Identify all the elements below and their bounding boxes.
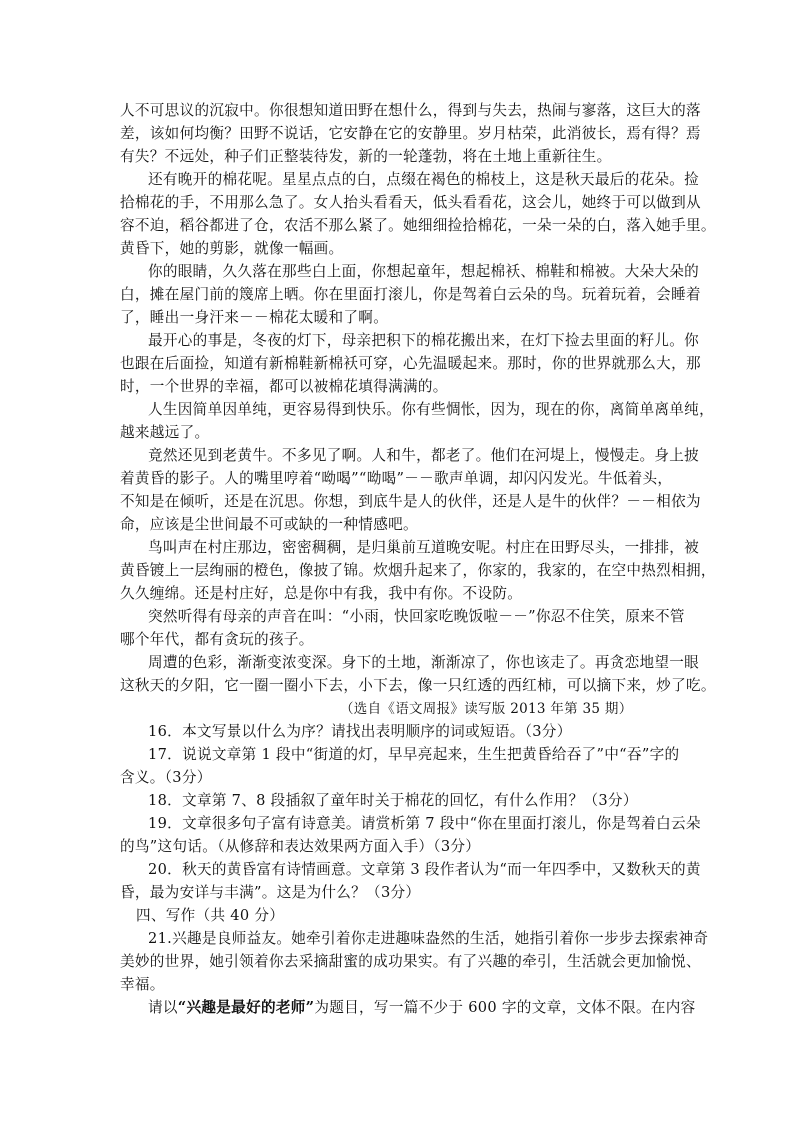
text-line: 美妙的世界，她引领着你去采摘甜蜜的成功果实。有了兴趣的牵引，生活就会更加愉悦、	[120, 953, 701, 970]
question-18: 18．文章第 7、8 段插叙了童年时关于棉花的回忆，有什么作用？（3分）	[148, 792, 638, 809]
prompt-lead: 请以	[148, 999, 178, 1016]
section-heading-writing: 四、写作（共 40 分）	[136, 907, 285, 924]
text-line: 时，一个世界的幸福，都可以被棉花填得满满的。	[120, 378, 448, 395]
text-line: 着黄昏的影子。人的嘴里哼着“呦喝”“呦喝”－－歌声单调，却闪闪发光。牛低着头，	[120, 470, 673, 487]
text-line: 有失？不远处，种子们正整装待发，新的一轮蓬勃，将在土地上重新往生。	[120, 148, 612, 165]
essay-title: “兴趣是最好的老师”	[177, 999, 315, 1016]
text-line: 也跟在后面捡，知道有新棉鞋新棉袄可穿，心先温暖起来。那时，你的世界就那么大，那	[120, 355, 701, 372]
text-line: 突然听得有母亲的声音在叫：“小雨，快回家吃晚饭啦－－”你忍不住笑，原来不管	[148, 608, 685, 625]
text-line: 命，应该是尘世间最不可或缺的一种情感吧。	[120, 516, 418, 533]
text-line: 鸟叫声在村庄那边，密密稠稠，是归巢前互道晚安呢。村庄在田野尽头，一排排，被	[148, 539, 700, 556]
question-19: 19．文章很多句子富有诗意美。请赏析第 7 段中“你在里面打滚儿，你是驾着白云朵	[148, 815, 701, 832]
text-line: 幸福。	[120, 976, 165, 993]
text-line: 白，摊在屋门前的篾席上晒。你在里面打滚儿，你是驾着白云朵的鸟。玩着玩着，会睡着	[120, 286, 701, 303]
text-line: 黄昏镀上一层绚丽的橙色，像披了锦。炊烟升起来了，你家的，我家的，在空中热烈相拥，	[120, 562, 716, 579]
text-line: 含义。（3分）	[120, 769, 212, 786]
text-line: 还有晚开的棉花呢。星星点点的白，点缀在褐色的棉枝上，这是秋天最后的花朵。捡	[148, 171, 700, 188]
text-line: 人不可思议的沉寂中。你很想知道田野在想什么，得到与失去，热闹与寥落，这巨大的落	[120, 102, 701, 119]
text-line: 昏，最为安详与丰满”。这是为什么？（3分）	[120, 884, 421, 901]
text-line: 拾棉花的手，不用那么急了。女人抬头看看天，低头看看花，这会儿，她终于可以做到从	[120, 194, 701, 211]
text-line: 哪个年代，都有贪玩的孩子。	[120, 631, 314, 648]
text-line: 越来越远了。	[120, 424, 210, 441]
writing-prompt	[148, 998, 696, 1018]
text-line: 容不迫，稻谷都进了仓，农活不那么紧了。她细细捡拾棉花，一朵一朵的白，落入她手里。	[120, 217, 716, 234]
text-line: 你的眼睛，久久落在那些白上面，你想起童年，想起棉袄、棉鞋和棉被。大朵大朵的	[148, 263, 700, 280]
text-line: 了，睡出一身汗来－－棉花太暖和了啊。	[120, 309, 389, 326]
text-line: 久久缠绵。还是村庄好，总是你中有我，我中有你。不设防。	[120, 585, 523, 602]
text-line: 竟然还见到老黄牛。不多见了啊。人和牛，都老了。他们在河堤上，慢慢走。身上披	[148, 447, 700, 464]
prompt-rest: 为题目，写一篇不少于 600 字的文章，文体不限。在内容	[314, 999, 696, 1016]
text-line: 最开心的事是，冬夜的灯下，母亲把积下的棉花搬出来，在灯下捡去里面的籽儿。你	[148, 332, 700, 349]
source-citation: （选自《语文周报》读写版 2013 年第 35 期）	[340, 701, 633, 717]
text-line: 差，该如何均衡？田野不说话，它安静在它的安静里。岁月枯荣，此消彼长，焉有得？焉	[120, 125, 701, 142]
text-line: 人生因简单因单纯，更容易得到快乐。你有些惆怅，因为，现在的你，离简单离单纯，	[148, 401, 714, 418]
text-line: 周遭的色彩，渐渐变浓变深。身下的土地，渐渐凉了，你也该走了。再贪恋地望一眼	[148, 654, 700, 671]
question-16: 16．本文写景以什么为序？请找出表明顺序的词或短语。（3分）	[148, 723, 572, 740]
text-line: 的鸟”这句话。（从修辞和表达效果两方面入手）（3分）	[120, 838, 481, 855]
text-line: 黄昏下，她的剪影，就像一幅画。	[120, 240, 344, 257]
question-17: 17．说说文章第 1 段中“街道的灯，早早亮起来，生生把黄昏给吞了”中“吞”字的	[148, 746, 680, 763]
text-line: 这秋天的夕阳，它一圈一圈小下去，小下去，像一只红透的西红柿，可以摘下来，炒了吃。	[120, 677, 716, 694]
question-20: 20．秋天的黄昏富有诗情画意。文章第 3 段作者认为“而一年四季中，又数秋天的黄	[148, 861, 701, 878]
question-21: 21.兴趣是良师益友。她牵引着你走进趣味盎然的生活，她指引着你一步步去探索神奇	[148, 930, 709, 947]
text-line: 不知是在倾听，还是在沉思。你想，到底牛是人的伙伴，还是人是牛的伙伴？－－相依为	[120, 493, 701, 510]
